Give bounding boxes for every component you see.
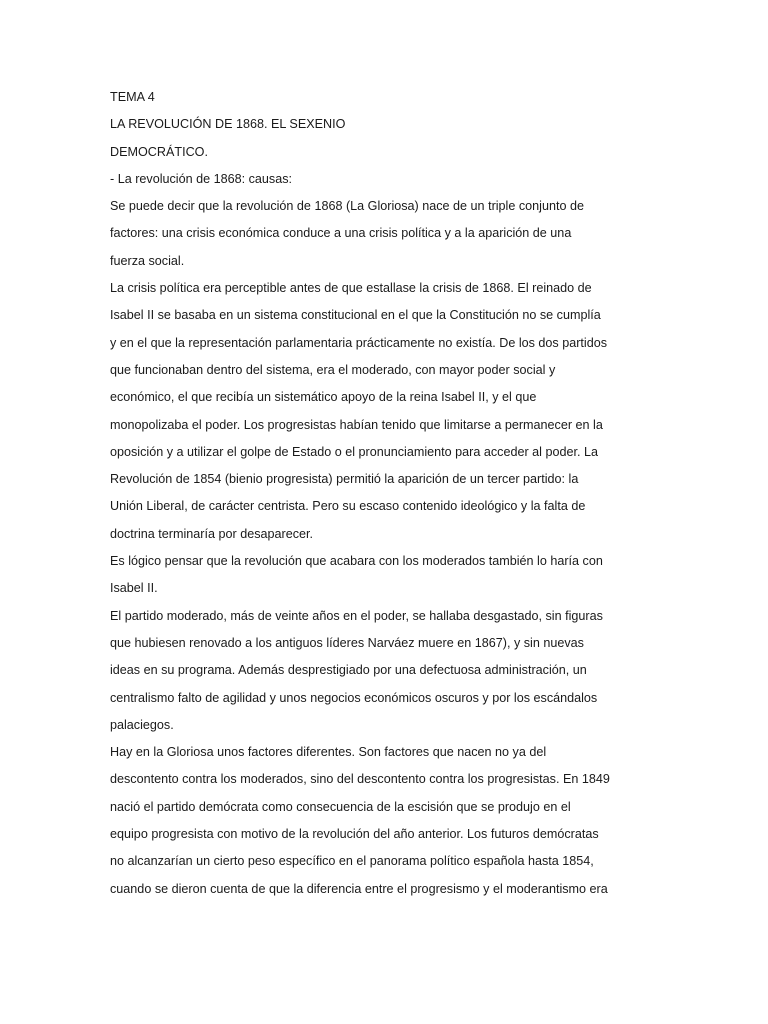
document-page (110, 84, 630, 903)
text-line: Isabel II se basaba en un sistema constitucional en el que la Constitución no se cumplía (110, 308, 601, 323)
text-line: Se puede decir que la revolución de 1868 (La Gloriosa) nace de un triple conjunto de (110, 199, 584, 214)
document-heading: LA REVOLUCIÓN DE 1868. EL SEXENIO (110, 117, 346, 132)
text-line: ideas en su programa. Además desprestigiado por una defectuosa administración, un (110, 663, 587, 678)
text-line: que hubiesen renovado a los antiguos líderes Narváez muere en 1867), y sin nuevas (110, 635, 584, 650)
document-title: TEMA 4 (110, 90, 155, 104)
document-heading: DEMOCRÁTICO. (110, 144, 208, 159)
text-line: Hay en la Gloriosa unos factores diferentes. Son factores que nacen no ya del (110, 745, 547, 760)
text-line: Isabel II. (110, 581, 158, 596)
text-line: El partido moderado, más de veinte años en el poder, se hallaba desgastado, sin figuras (110, 608, 603, 623)
text-line: cuando se dieron cuenta de que la diferencia entre el progresismo y el moderantismo era (110, 881, 608, 896)
text-line: La crisis política era perceptible antes de que estallase la crisis de 1868. El reinado de (110, 281, 592, 296)
text-line: fuerza social. (110, 253, 185, 268)
text-line: Es lógico pensar que la revolución que acabara con los moderados también lo haría con (110, 554, 603, 569)
text-line: nació el partido demócrata como consecuencia de la escisión que se produjo en el (110, 799, 571, 814)
text-line: Revolución de 1854 (bienio progresista) permitió la aparición de un tercer partido: la (110, 472, 579, 487)
text-line: que funcionaban dentro del sistema, era el moderado, con mayor poder social y (110, 362, 556, 377)
text-line: descontento contra los moderados, sino del descontento contra los progresistas. En 1849 (110, 772, 610, 787)
text-line: palaciegos. (110, 717, 174, 732)
text-line: factores: una crisis económica conduce a una crisis política y a la aparición de una (110, 226, 572, 241)
text-line: doctrina terminaría por desaparecer. (110, 526, 314, 541)
text-line: y en el que la representación parlamentaria prácticamente no existía. De los dos partidos (110, 335, 608, 350)
section-heading: - La revolución de 1868: causas: (110, 171, 293, 186)
text-line: económico, el que recibía un sistemático apoyo de la reina Isabel II, y el que (110, 390, 537, 405)
text-line: no alcanzarían un cierto peso específico en el panorama político española hasta 1854, (110, 854, 594, 869)
text-line: centralismo falto de agilidad y unos negocios económicos oscuros y por los escándalos (110, 690, 598, 705)
text-line: Unión Liberal, de carácter centrista. Pero su escaso contenido ideológico y la falta de (110, 499, 586, 514)
text-line: monopolizaba el poder. Los progresistas habían tenido que limitarse a permanecer en la (110, 417, 603, 432)
text-line: oposición y a utilizar el golpe de Estado o el pronunciamiento para acceder al poder. La (110, 444, 598, 459)
text-line: equipo progresista con motivo de la revolución del año anterior. Los futuros demócratas (110, 827, 599, 842)
